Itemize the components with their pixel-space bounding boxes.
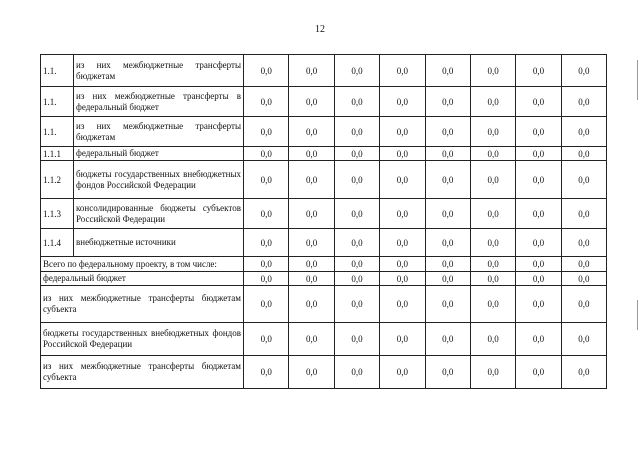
row-label: бюджеты государственных внебюджетных фондов Российской Федерации [74, 161, 244, 199]
value-cell: 0,0 [380, 272, 425, 286]
value-cell: 0,0 [244, 257, 289, 272]
value-cell: 0,0 [244, 199, 289, 229]
table-row [41, 87, 607, 117]
value-cell: 0,0 [289, 87, 334, 117]
row-code: 1.1.1 [41, 147, 74, 161]
value-cell: 0,0 [425, 87, 470, 117]
value-cell: 0,0 [516, 87, 561, 117]
budget-table [40, 54, 607, 389]
value-cell: 0,0 [561, 147, 606, 161]
row-code: 1.1. [41, 87, 74, 117]
table-row [41, 161, 607, 199]
value-cell: 0,0 [380, 117, 425, 147]
table-row [41, 55, 607, 87]
value-cell: 0,0 [289, 117, 334, 147]
value-cell: 0,0 [244, 272, 289, 286]
value-cell: 0,0 [289, 161, 334, 199]
value-cell: 0,0 [516, 356, 561, 389]
value-cell: 0,0 [380, 199, 425, 229]
value-cell: 0,0 [425, 117, 470, 147]
value-cell: 0,0 [244, 117, 289, 147]
value-cell: 0,0 [425, 161, 470, 199]
row-code: 1.1. [41, 117, 74, 147]
value-cell: 0,0 [289, 147, 334, 161]
value-cell: 0,0 [516, 117, 561, 147]
value-cell: 0,0 [516, 55, 561, 87]
value-cell: 0,0 [561, 55, 606, 87]
value-cell: 0,0 [244, 161, 289, 199]
value-cell: 0,0 [470, 323, 515, 356]
value-cell: 0,0 [425, 286, 470, 323]
value-cell: 0,0 [334, 147, 379, 161]
row-label: внебюджетные источники [74, 229, 244, 257]
value-cell: 0,0 [561, 229, 606, 257]
value-cell: 0,0 [289, 272, 334, 286]
table-row [41, 257, 607, 272]
table-row [41, 272, 607, 286]
value-cell: 0,0 [561, 257, 606, 272]
scan-edge-mark [637, 300, 638, 330]
value-cell: 0,0 [470, 229, 515, 257]
value-cell: 0,0 [380, 323, 425, 356]
value-cell: 0,0 [289, 229, 334, 257]
row-code: 1.1.4 [41, 229, 74, 257]
row-label: из них межбюджетные трансферты бюджетам [74, 117, 244, 147]
row-code: 1.1.2 [41, 161, 74, 199]
row-label: консолидированные бюджеты субъектов Российской Федерации [74, 199, 244, 229]
value-cell: 0,0 [244, 323, 289, 356]
value-cell: 0,0 [334, 229, 379, 257]
value-cell: 0,0 [380, 87, 425, 117]
value-cell: 0,0 [516, 229, 561, 257]
value-cell: 0,0 [380, 161, 425, 199]
value-cell: 0,0 [561, 117, 606, 147]
value-cell: 0,0 [334, 286, 379, 323]
value-cell: 0,0 [425, 323, 470, 356]
value-cell: 0,0 [425, 356, 470, 389]
value-cell: 0,0 [561, 199, 606, 229]
value-cell: 0,0 [425, 199, 470, 229]
value-cell: 0,0 [561, 272, 606, 286]
value-cell: 0,0 [380, 55, 425, 87]
value-cell: 0,0 [380, 286, 425, 323]
row-code: 1.1. [41, 55, 74, 87]
value-cell: 0,0 [244, 87, 289, 117]
value-cell: 0,0 [561, 286, 606, 323]
value-cell: 0,0 [334, 272, 379, 286]
table-row [41, 286, 607, 323]
row-label: Всего по федеральному проекту, в том числе: [41, 257, 244, 272]
value-cell: 0,0 [470, 356, 515, 389]
value-cell: 0,0 [470, 286, 515, 323]
value-cell: 0,0 [380, 229, 425, 257]
value-cell: 0,0 [470, 87, 515, 117]
table-row [41, 356, 607, 389]
row-label: из них межбюджетные трансферты бюджетам [74, 55, 244, 87]
value-cell: 0,0 [516, 257, 561, 272]
value-cell: 0,0 [470, 55, 515, 87]
value-cell: 0,0 [516, 161, 561, 199]
value-cell: 0,0 [470, 272, 515, 286]
value-cell: 0,0 [244, 286, 289, 323]
value-cell: 0,0 [425, 272, 470, 286]
table-row [41, 229, 607, 257]
value-cell: 0,0 [334, 257, 379, 272]
row-label: бюджеты государственных внебюджетных фондов Российской Федерации [41, 323, 244, 356]
value-cell: 0,0 [334, 199, 379, 229]
value-cell: 0,0 [334, 161, 379, 199]
value-cell: 0,0 [516, 199, 561, 229]
value-cell: 0,0 [289, 199, 334, 229]
value-cell: 0,0 [289, 286, 334, 323]
value-cell: 0,0 [289, 323, 334, 356]
scan-edge-mark [637, 60, 638, 100]
value-cell: 0,0 [516, 147, 561, 161]
value-cell: 0,0 [334, 55, 379, 87]
value-cell: 0,0 [289, 257, 334, 272]
value-cell: 0,0 [470, 147, 515, 161]
value-cell: 0,0 [425, 147, 470, 161]
value-cell: 0,0 [425, 257, 470, 272]
value-cell: 0,0 [561, 356, 606, 389]
value-cell: 0,0 [244, 229, 289, 257]
row-label: из них межбюджетные трансферты бюджетам субъекта [41, 356, 244, 389]
page-number: 12 [315, 24, 325, 35]
value-cell: 0,0 [470, 117, 515, 147]
value-cell: 0,0 [561, 161, 606, 199]
value-cell: 0,0 [380, 257, 425, 272]
value-cell: 0,0 [470, 257, 515, 272]
row-label: из них межбюджетные трансферты в федеральный бюджет [74, 87, 244, 117]
value-cell: 0,0 [244, 356, 289, 389]
value-cell: 0,0 [516, 323, 561, 356]
table-row [41, 199, 607, 229]
value-cell: 0,0 [380, 147, 425, 161]
row-code: 1.1.3 [41, 199, 74, 229]
value-cell: 0,0 [425, 55, 470, 87]
value-cell: 0,0 [561, 323, 606, 356]
value-cell: 0,0 [244, 147, 289, 161]
value-cell: 0,0 [244, 55, 289, 87]
table-row [41, 323, 607, 356]
value-cell: 0,0 [334, 356, 379, 389]
row-label: из них межбюджетные трансферты бюджетам субъекта [41, 286, 244, 323]
value-cell: 0,0 [470, 161, 515, 199]
table-row [41, 147, 607, 161]
value-cell: 0,0 [334, 87, 379, 117]
row-label: федеральный бюджет [41, 272, 244, 286]
table-row [41, 117, 607, 147]
value-cell: 0,0 [289, 55, 334, 87]
value-cell: 0,0 [516, 272, 561, 286]
value-cell: 0,0 [425, 229, 470, 257]
value-cell: 0,0 [334, 117, 379, 147]
row-label: федеральный бюджет [74, 147, 244, 161]
value-cell: 0,0 [516, 286, 561, 323]
value-cell: 0,0 [334, 323, 379, 356]
value-cell: 0,0 [470, 199, 515, 229]
value-cell: 0,0 [289, 356, 334, 389]
value-cell: 0,0 [380, 356, 425, 389]
value-cell: 0,0 [561, 87, 606, 117]
